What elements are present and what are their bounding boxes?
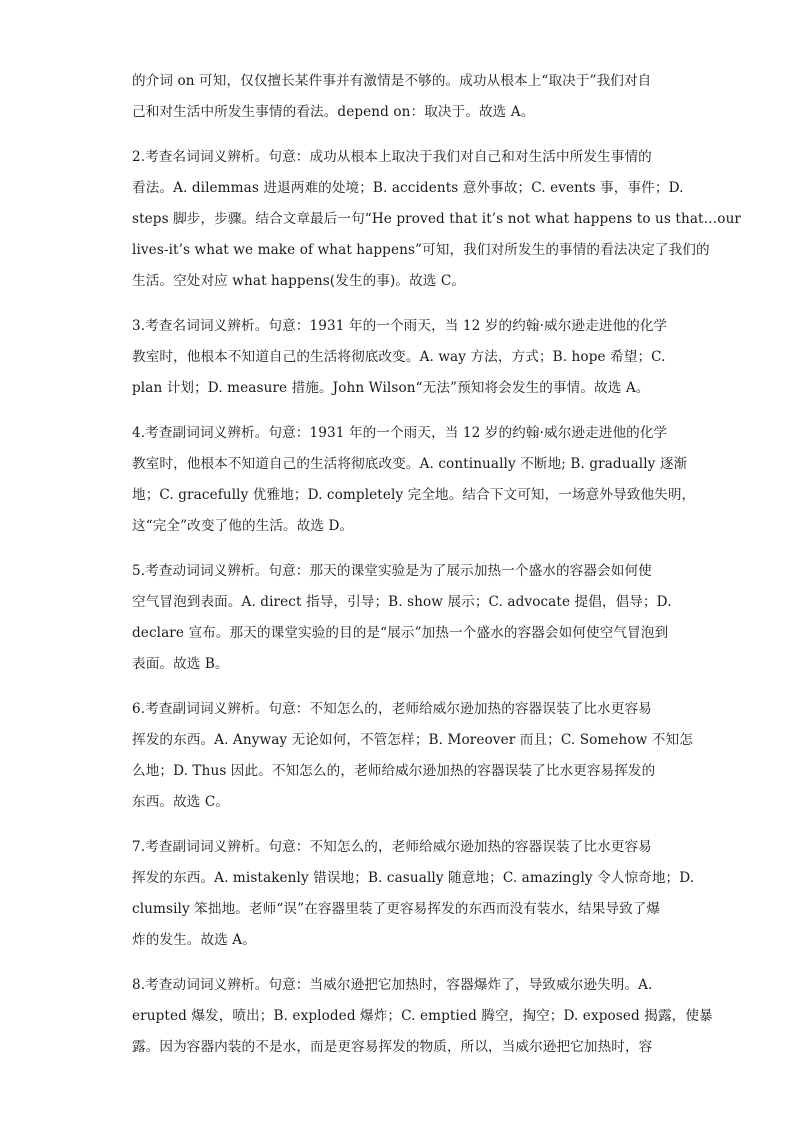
text-line: 看法。A. dilemmas 进退两难的处境；B. accidents 意外事故；C. events 事，事件；D. [132, 180, 684, 196]
text-line: 7.考查副词词义辨析。句意：不知怎么的，老师给威尔逊加热的容器误装了比水更容易 [132, 839, 652, 855]
paragraph-7 [132, 832, 695, 956]
paragraph-4 [132, 418, 696, 542]
text-line: 空气冒泡到表面。A. direct 指导，引导；B. show 展示；C. advocate 提倡，倡导；D. [132, 594, 672, 610]
paragraph-2 [132, 142, 742, 297]
text-line: 4.考查副词词义辨析。句意：1931 年的一个雨天，当 12 岁的约翰·威尔逊走进他的化学 [132, 425, 668, 441]
text-line: clumsily 笨拙地。老师“误”在容器里装了更容易挥发的东西而没有装水，结果导致了爆 [132, 901, 661, 917]
text-line: 6.考查副词词义辨析。句意：不知怎么的，老师给威尔逊加热的容器误装了比水更容易 [132, 701, 652, 717]
text-line: 表面。故选 B。 [132, 656, 229, 672]
text-line: plan 计划；D. measure 措施。John Wilson“无法”预知将会发生的事情。故选 A。 [132, 380, 650, 396]
text-line: erupted 爆发，喷出；B. exploded 爆炸；C. emptied 腾空，掏空；D. exposed 揭露，使暴 [132, 1008, 713, 1024]
text-line: 挥发的东西。A. Anyway 无论如何，不管怎样；B. Moreover 而且；C. Somehow 不知怎 [132, 732, 693, 748]
text-line: 教室时，他根本不知道自己的生活将彻底改变。A. continually 不断地; B. gradually 逐渐 [132, 456, 688, 472]
paragraph-1 [132, 66, 664, 128]
text-line: 露。因为容器内装的不是水，而是更容易挥发的物质，所以，当威尔逊把它加热时，容 [132, 1039, 653, 1055]
text-line: 己和对生活中所发生事情的看法。depend on：取决于。故选 A。 [132, 104, 535, 120]
text-line: lives-it’s what we make of what happens”可知，我们对所发生的事情的看法决定了我们的 [132, 242, 710, 258]
text-line: 3.考查名词词义辨析。句意：1931 年的一个雨天，当 12 岁的约翰·威尔逊走进他的化学 [132, 318, 668, 334]
text-line: declare 宣布。那天的课堂实验的目的是“展示”加热一个盛水的容器会如何使空气冒泡到 [132, 625, 669, 641]
text-line: steps 脚步，步骤。结合文章最后一句“He proved that it’s not what happens to us that…our [132, 211, 742, 227]
text-line: 5.考查动词词义辨析。句意：那天的课堂实验是为了展示加热一个盛水的容器会如何使 [132, 563, 652, 579]
paragraph-6 [132, 694, 693, 818]
text-line: 的介词 on 可知，仅仅擅长某件事并有激情是不够的。成功从根本上“取决于”我们对自 [132, 73, 652, 89]
text-line: 地；C. gracefully 优雅地；D. completely 完全地。结合下文可知，一场意外导致他失明， [132, 487, 696, 503]
text-line: 教室时，他根本不知道自己的生活将彻底改变。A. way 方法，方式；B. hope 希望；C. [132, 349, 666, 365]
text-line: 生活。空处对应 what happens(发生的事)。故选 C。 [132, 273, 466, 289]
paragraph-8 [132, 970, 713, 1063]
text-line: 2.考查名词词义辨析。句意：成功从根本上取决于我们对自己和对生活中所发生事情的 [132, 149, 652, 165]
text-line: 东西。故选 C。 [132, 794, 230, 810]
text-line: 炸的发生。故选 A。 [132, 932, 256, 948]
text-line: 挥发的东西。A. mistakenly 错误地；B. casually 随意地；C. amazingly 令人惊奇地；D. [132, 870, 695, 886]
text-line: 8.考查动词词义辨析。句意：当威尔逊把它加热时，容器爆炸了，导致威尔逊失明。A. [132, 977, 653, 993]
paragraph-5 [132, 556, 672, 680]
document-page [132, 66, 742, 1077]
text-line: 么地；D. Thus 因此。不知怎么的，老师给威尔逊加热的容器误装了比水更容易挥发的 [132, 763, 656, 779]
paragraph-3 [132, 311, 668, 404]
text-line: 这“完全”改变了他的生活。故选 D。 [132, 518, 354, 534]
